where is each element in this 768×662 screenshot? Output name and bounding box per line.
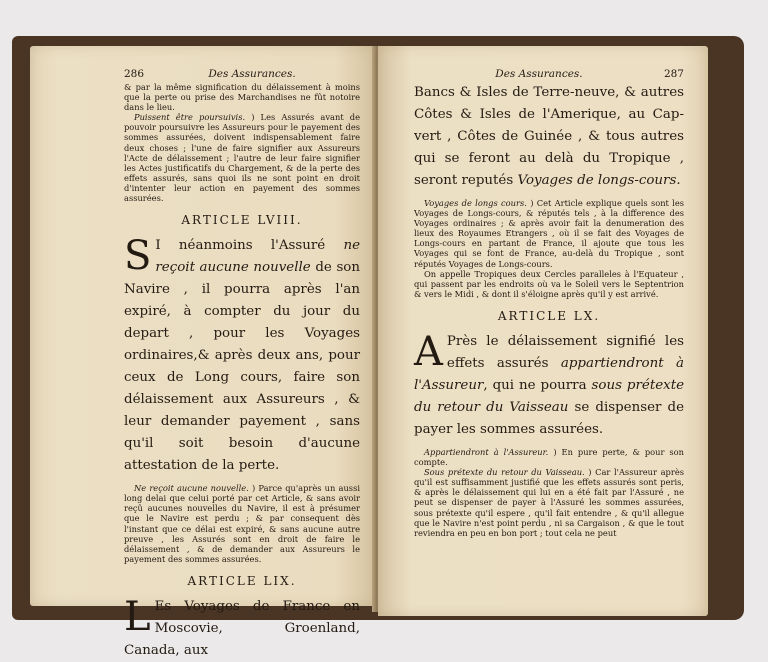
- right-page: [378, 46, 708, 616]
- running-title-right: Des Assurances.: [495, 68, 583, 80]
- left-header: [124, 68, 360, 80]
- left-note-2: Ne reçoit aucune nouvelle. ) Parce qu'après un aussi long delai que celui porté par cet Article, & sans avoir reçû aucunes nouvelles du Navire, il est à présumer que le Navire est perdu ; & par consequent dès l'instant que ce délai est expiré, & sans aucune autre preuve , les Assurés sont en droit de faire le délaissement , & de demander aux Assureurs le payement des sommes assurées.: [124, 483, 360, 564]
- left-paragraph-1: & par la même signification du délaissement à moins que la perte ou prise des Marchandises ne fût notoire dans le lieu.: [124, 82, 360, 113]
- article-lviii-heading: ARTICLE LVIII.: [181, 213, 303, 228]
- dropcap-s: S: [124, 233, 152, 280]
- right-note-1: Voyages de longs cours. ) Cet Article explique quels sont les Voyages de Longs-cours, & réputés tels , à la difference des Voyages ordinaires ; & après avoir fait la denumeration des lieux des Royaumes Etrangers , où il se fait des Voyages de Longs-cours en partant de France, il ajoute que tous les Voyages qui se font de France, au-delà du Tropique , sont réputés Voyages de Longs-cours.: [414, 198, 685, 269]
- left-paragraph-2: [124, 112, 360, 203]
- left-page: [30, 46, 376, 658]
- article-lix-heading: ARTICLE LIX.: [187, 573, 297, 588]
- right-note-2: On appelle Tropiques deux Cercles paralleles à l'Equateur , qui passent par les endroits où va le Soleil vers le Septentrion & vers le Midi , & dont il s'éloigne après qu'il y est arrivé.: [414, 268, 684, 299]
- right-paragraph-1: Bancs & Isles de Terre-neuve, & autres Côtes & Isles de l'Amerique, au Cap-vert , Côtes de Guinée , & tous autres qui se feront au delà du Tropique , seront reputés Voyages de longs-cours.: [414, 85, 684, 188]
- running-title-left: Des Assurances.: [208, 68, 296, 80]
- dropcap-l: L: [124, 593, 151, 640]
- article-lviii-text: S I néanmoins l'Assuré ne reçoit aucune nouvelle de son Navire , il pourra après l'an expiré, à compter du jour du depart , pour les Voyages ordinaires,& après deux ans, pour ceux de Long cours, faire son délaissement aux Assureurs , & leur demander payement , sans qu'il soit besoin d'aucune attestation de la perte.: [124, 233, 361, 474]
- right-header: [414, 68, 684, 80]
- page-number-right: 287: [663, 68, 684, 80]
- article-lix-text: L Es Voyages de France en Moscovie, Groenland, Canada, aux: [124, 593, 360, 658]
- article-lx-heading: ARTICLE LX.: [497, 308, 601, 323]
- right-page-content: [414, 68, 684, 538]
- right-note-4: Sous prétexte du retour du Vaisseau. ) Car l'Assureur après qu'il est suffisamment justifié que les effets assurés sont peris, & après le délaissement qui lui en a été fait par l'Assuré , ne peut se dispenser de payer à l'Assuré les sommes assurées, sous prétexte qu'il espere , qu'il fait entendre , & qu'il allegue que le Navire n'est point perdu , ni sa Cargaison , & que le tout reviendra en peu en bon port ; tout cela ne peut: [414, 467, 684, 538]
- left-note-lead: Puissent être poursuivis.: [134, 112, 246, 123]
- dropcap-a: A: [414, 328, 443, 375]
- page-number-left: 286: [124, 68, 145, 80]
- right-note-3: Appartiendront à l'Assureur. ) En pure perte, & pour son compte.: [414, 446, 685, 468]
- article-lx-text: A Près le délaissement signifié les effets assurés appartiendront à l'Assureur, qui ne pourra sous prétexte du retour du Vaisseau se dispenser de payer les sommes assurées.: [414, 328, 684, 437]
- left-note-text: ) Les Assurés avant de pouvoir poursuivre les Assureurs pour le payement des sommes assurées, doivent indispensablement faire deux choses ; l'une de faire signifier aux Assureurs l'Acte de délaissement ; l'autre de leur faire signifier les Actes justificatifs du Chargement, & de la perte des effets assurés, sans quoi ils ne sont point en droit d'intenter leur action en payement des sommes assurées.: [124, 112, 360, 204]
- left-page-content: [124, 68, 360, 662]
